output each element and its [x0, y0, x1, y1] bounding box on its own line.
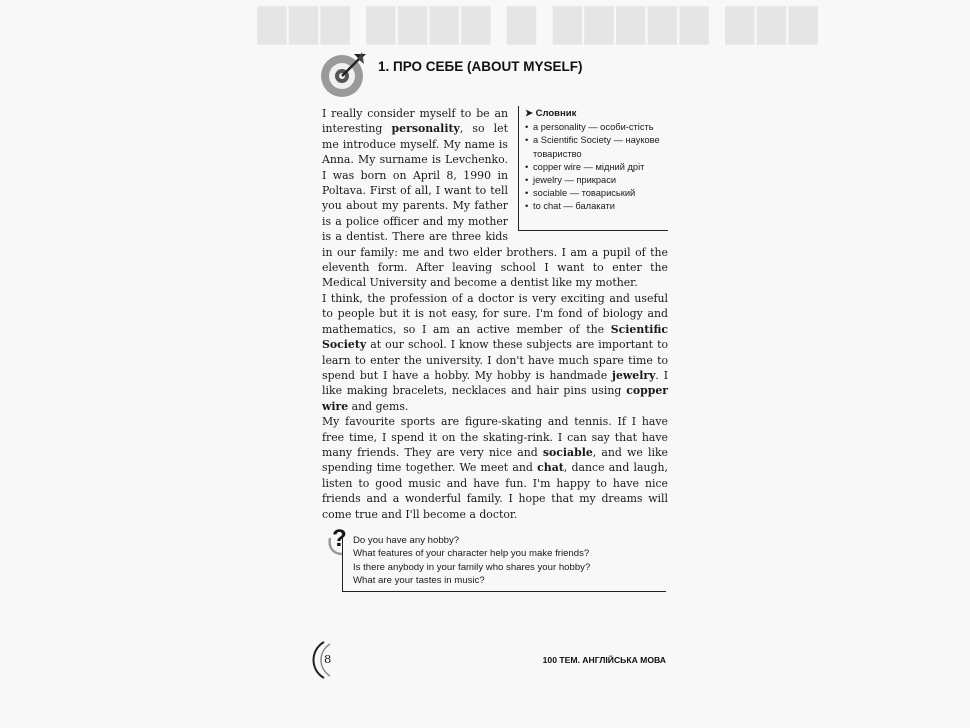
vocabulary-item: • to chat — балакати [525, 200, 668, 213]
book-title: 100 ТЕМ. АНГЛІЙСЬКА МОВА [542, 655, 666, 665]
target-arrow-icon [318, 50, 368, 100]
paragraph-1: I really consider myself to be an interesting personality, so let me introduce myself. My name is Anna. My surname is Levchenko. I was born on April 8, 1990 in Poltava. First of all, I want to tell you about my parents. My father is a police officer and my mother is a dentist. There are three kids in our family: me and two elder brothers. I am a pupil of the eleventh form. After leaving school I want to enter the Medical University and become a dentist like my mother. [322, 107, 668, 290]
paragraph-3: My favourite sports are figure-skating and tennis. If I have free time, I spend it on the skating-rink. I can say that have many friends. They are very nice and sociable, and we like spending time together. We meet and chat, dance and laugh, listen to good music and have fun. I'm happy to have nice friends and a wonderful family. I hope that my dreams will come true and I'll become a doctor. [322, 415, 669, 521]
main-text [322, 106, 668, 522]
questions-box [342, 532, 666, 592]
section-title: 1. ПРО СЕБЕ (ABOUT MYSELF) [378, 59, 583, 74]
vocabulary-heading: ➤ Словник [525, 108, 577, 119]
question-item: Do you have any hobby? [353, 535, 460, 546]
vocabulary-item: • copper wire — мідний дріт [525, 161, 668, 174]
bleed-through-header: ▇▇▇ ▇▇▇▇ ▇ ▇▇▇▇▇ ▇▇▇ [258, 2, 821, 43]
vocabulary-box [518, 106, 668, 231]
question-item: What features of your character help you make friends? [353, 548, 590, 560]
vocabulary-item: • a Scientific Society — наукове товариство [525, 134, 668, 160]
vocabulary-item: • a personality — особи-стість [525, 121, 668, 134]
question-item: Is there anybody in your family who shares your hobby? [353, 561, 591, 573]
page-number: 8 [324, 652, 332, 666]
vocabulary-item: • jewelry — прикраси [525, 174, 668, 187]
svg-text:?: ? [332, 525, 347, 552]
vocabulary-item: • sociable — товариський [525, 187, 668, 200]
paragraph-2: I think, the profession of a doctor is very exciting and useful to people but it is not easy, for sure. I'm fond of biology and mathematics, so I am an active member of the Scientific Society at our school. I know these subjects are important to learn to enter the university. I don't have much spare time to spend but I have a hobby. My hobby is handmade jewelry. I like making bracelets, necklaces and hair pins using copper wire and gems. [322, 291, 668, 413]
question-item: What are your tastes in music? [353, 575, 485, 587]
